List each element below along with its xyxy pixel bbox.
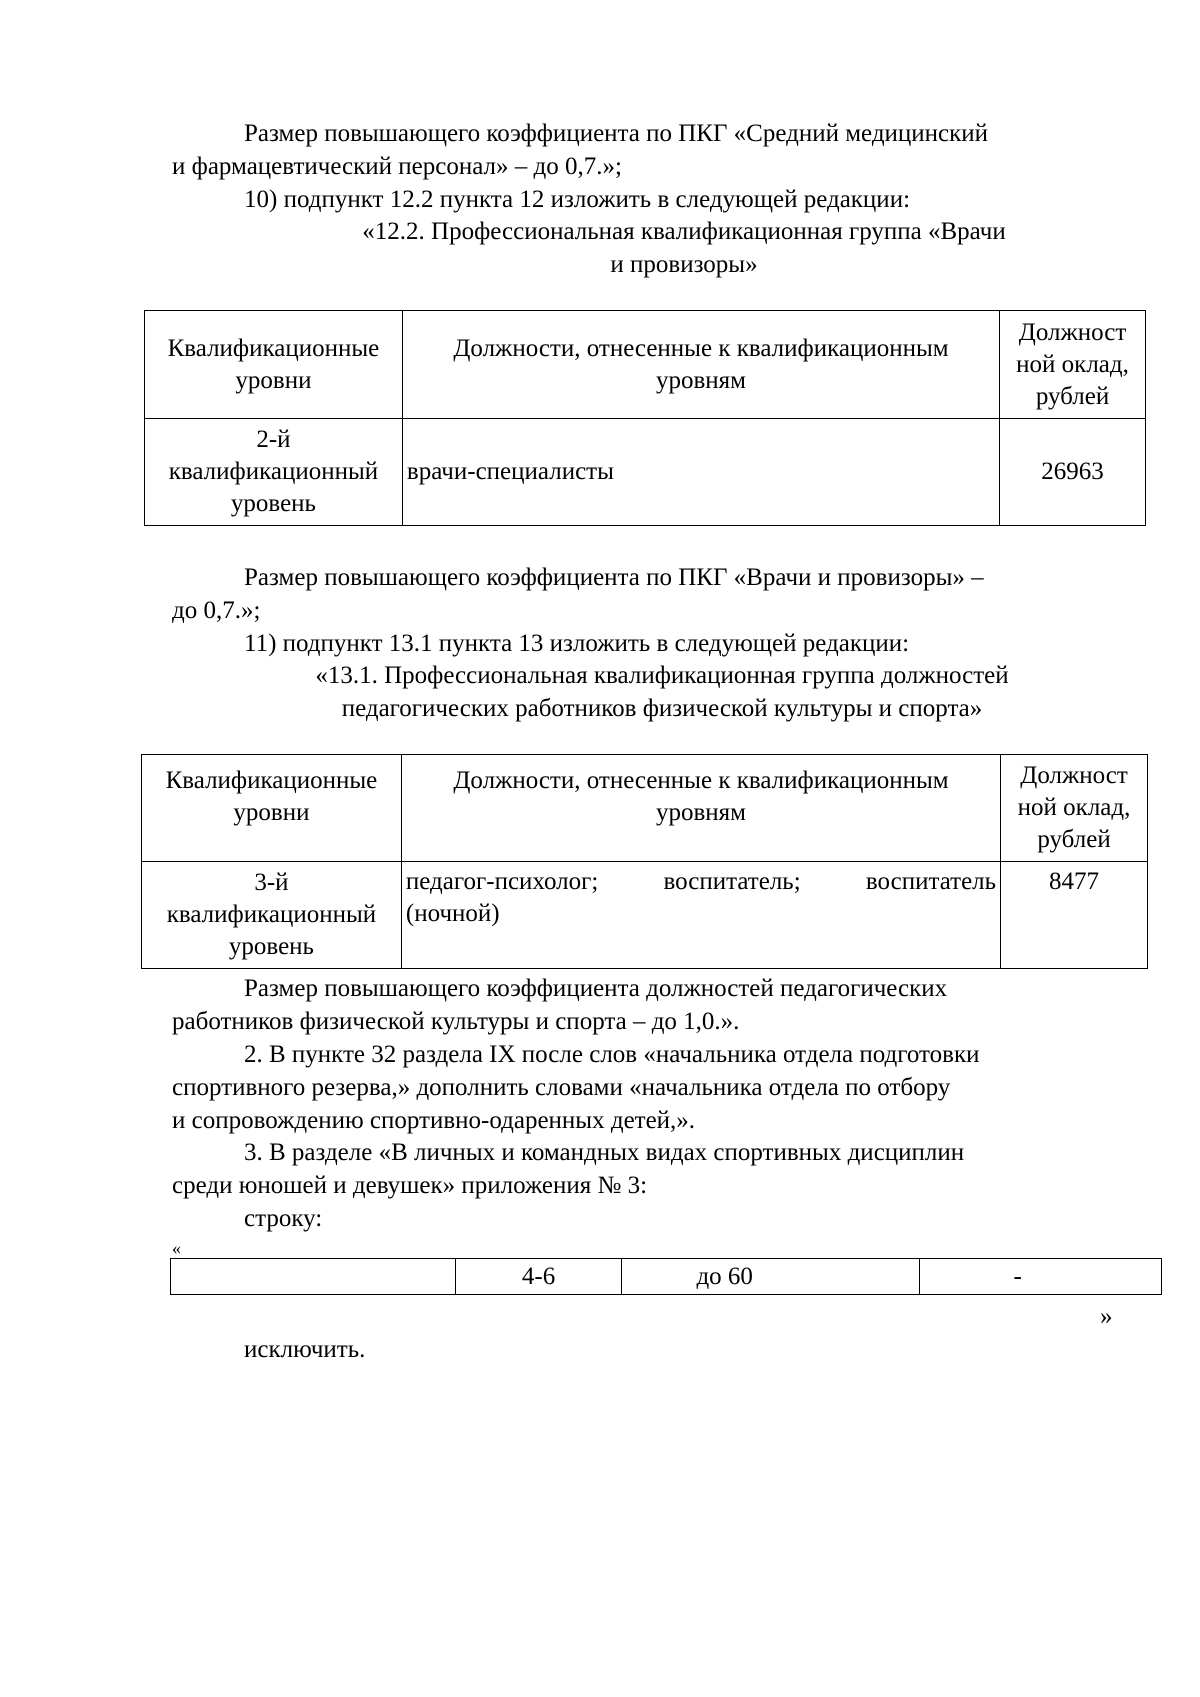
paragraph-row-word [244, 1202, 1120, 1235]
cell-level: 2-й квалификационный уровень [145, 419, 403, 526]
table-doctors [144, 310, 1146, 526]
table-header-row [142, 755, 1148, 862]
paragraph-coefficient-medical [172, 117, 1120, 183]
text-line: среди юношей и девушек» приложения № 3: [172, 1172, 648, 1199]
cell-positions: педагог-психолог; воспитатель; воспитатель (ночной) [401, 862, 1000, 969]
text-line: и фармацевтический персонал» – до 0,7.»; [172, 153, 622, 180]
paragraph-subclause-12-2 [244, 183, 1120, 216]
paragraph-coefficient-pedagogues [172, 972, 1120, 1038]
header-cell-salary: Должност ной оклад, рублей [1001, 755, 1148, 862]
text-line: 10) подпункт 12.2 пункта 12 изложить в следующей редакции: [244, 186, 911, 213]
paragraph-clause-32 [172, 1038, 1120, 1137]
cell-salary: 26963 [1000, 419, 1146, 526]
table-row [171, 1259, 1162, 1295]
table-cell: - [920, 1259, 1162, 1295]
table-row [145, 419, 1146, 526]
text-line: до 0,7.»; [172, 597, 261, 624]
text-line: 2. В пункте 32 раздела IX после слов «начальника отдела подготовки [244, 1041, 980, 1068]
heading-group-pedagogues [244, 659, 1080, 725]
table-excluded-row [170, 1258, 1162, 1295]
paragraph-coefficient-doctors [172, 561, 1120, 627]
text-line: исключить. [244, 1336, 366, 1363]
cell-salary: 8477 [1001, 862, 1148, 969]
cell-positions: врачи-специалисты [402, 419, 999, 526]
header-cell-levels: Квалификационные уровни [145, 311, 403, 419]
close-quote: » [1100, 1303, 1113, 1330]
text-line: Размер повышающего коэффициента по ПКГ «Средний медицинский [244, 120, 989, 147]
text-line: строку: [244, 1205, 323, 1232]
text-line: Размер повышающего коэффициента по ПКГ «Врачи и провизоры» – [244, 564, 984, 591]
text-line: работников физической культуры и спорта – до 1,0.». [172, 1008, 740, 1035]
text-line: «12.2. Профессиональная квалификационная группа «Врачи [362, 218, 1006, 245]
paragraph-exclude [244, 1333, 1120, 1366]
table-cell [171, 1259, 456, 1295]
text-line: и сопровождению спортивно-одаренных детей,». [172, 1107, 696, 1134]
header-cell-positions: Должности, отнесенные к квалификационным уровням [401, 755, 1000, 862]
table-row [142, 862, 1148, 969]
text-line: 11) подпункт 13.1 пункта 13 изложить в следующей редакции: [244, 630, 910, 657]
paragraph-subclause-13-1 [244, 627, 1120, 660]
header-cell-positions: Должности, отнесенные к квалификационным уровням [402, 311, 999, 419]
header-cell-levels: Квалификационные уровни [142, 755, 402, 862]
text-line: 3. В разделе «В личных и командных видах спортивных дисциплин [244, 1139, 965, 1166]
table-pedagogues [141, 754, 1148, 969]
text-line: спортивного резерва,» дополнить словами «начальника отдела по отбору [172, 1074, 951, 1101]
text-line: педагогических работников физической культуры и спорта» [341, 695, 983, 722]
text-line: и провизоры» [610, 251, 758, 278]
table-cell: до 60 [622, 1259, 920, 1295]
cell-level: 3-й квалификационный уровень [142, 862, 402, 969]
text-line: «13.1. Профессиональная квалификационная группа должностей [315, 662, 1009, 689]
table-cell: 4-6 [455, 1259, 622, 1295]
header-cell-salary: Должност ной оклад, рублей [1000, 311, 1146, 419]
open-quote: « [172, 1238, 181, 1258]
paragraph-section-appendix-3 [172, 1136, 1120, 1202]
text-line: Размер повышающего коэффициента должностей педагогических [244, 975, 948, 1002]
table-header-row [145, 311, 1146, 419]
heading-group-doctors [244, 215, 1124, 281]
